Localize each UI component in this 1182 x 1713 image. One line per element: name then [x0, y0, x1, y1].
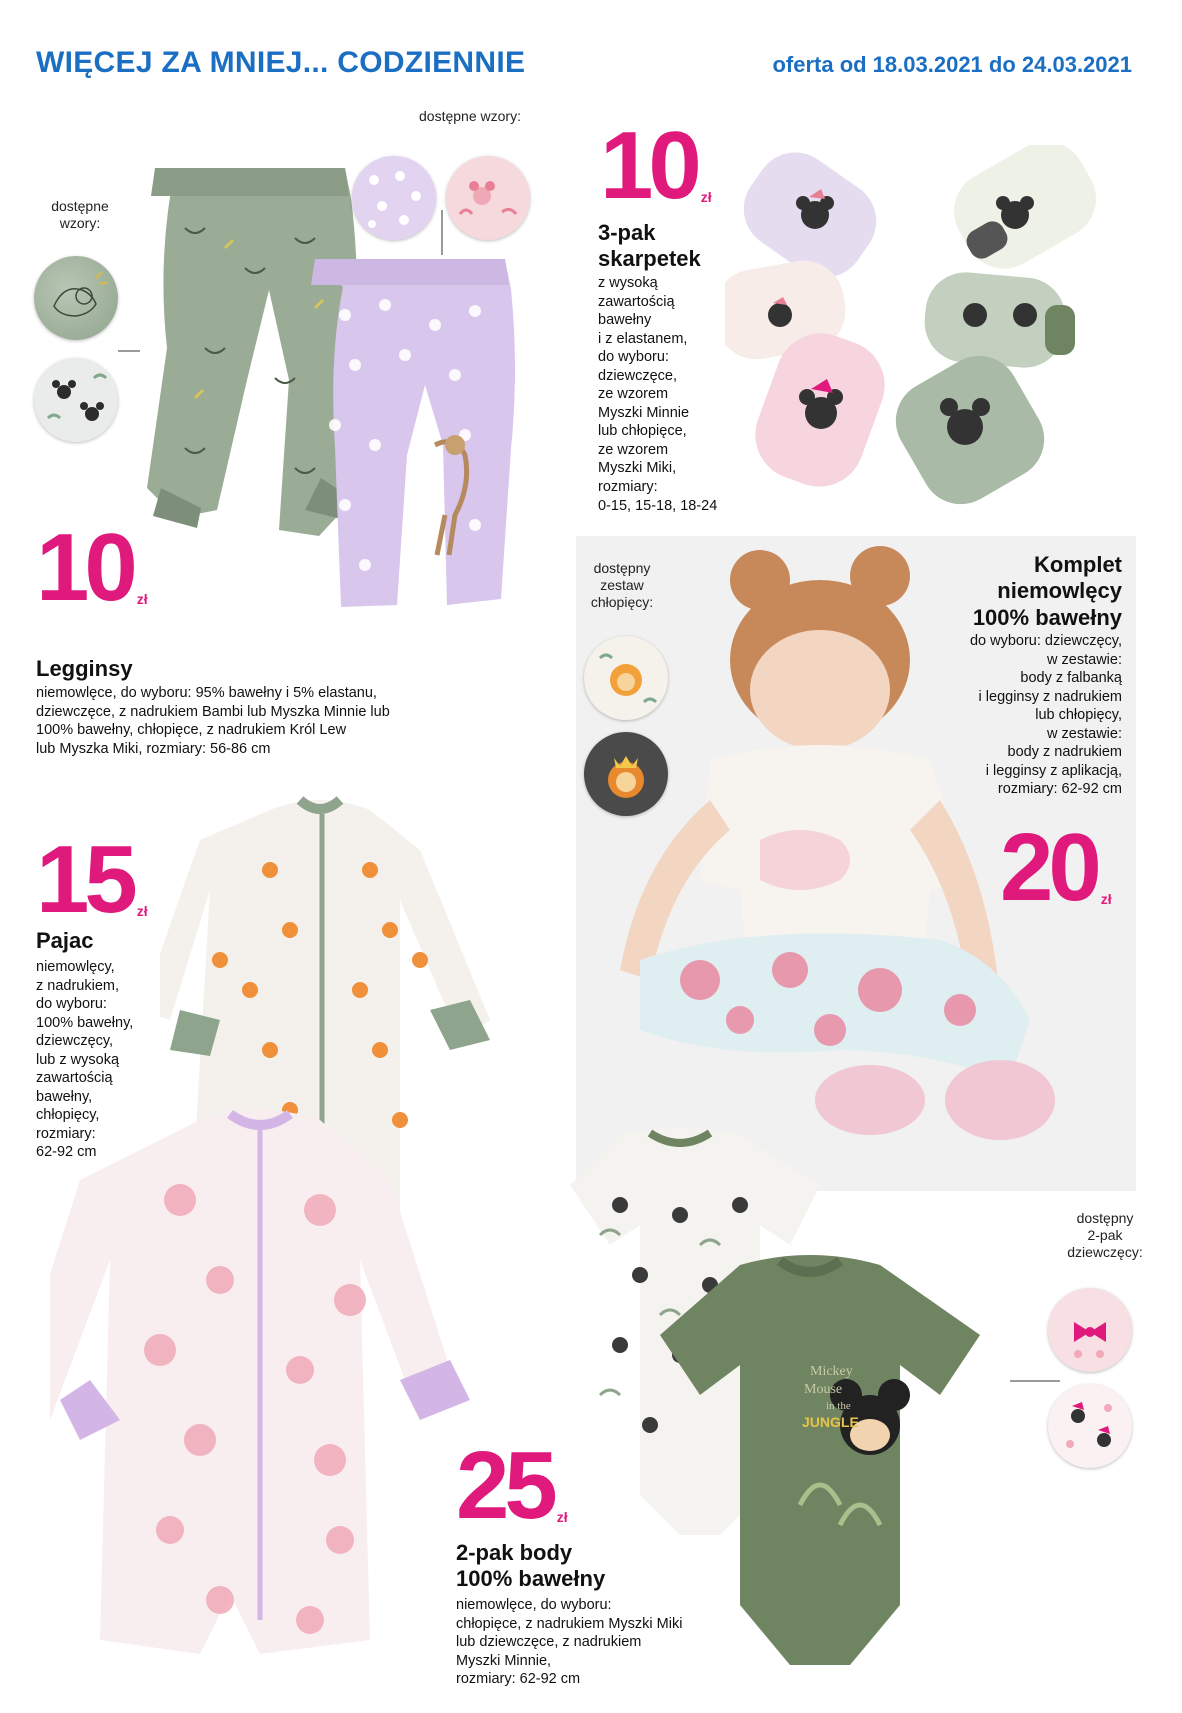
socks-image [725, 145, 1145, 515]
swatch-minnie-body[interactable] [1048, 1288, 1132, 1372]
desc-line: niemowlęce, do wyboru: [456, 1597, 612, 1613]
desc-line: w zestawie: [1047, 651, 1122, 668]
price-value: 10 [36, 514, 133, 621]
desc-line: zawartością [598, 293, 675, 310]
title-line: Komplet [1034, 552, 1122, 577]
price-value: 20 [1000, 814, 1097, 921]
lion-crown-icon [584, 732, 668, 816]
title-line: skarpetek [598, 246, 701, 272]
pajac-title: Pajac [36, 928, 94, 953]
legginsy-available-label: dostępne wzory: [51, 198, 109, 232]
komplet-available-label [572, 560, 672, 611]
body-title [456, 1540, 605, 1593]
socks-price [600, 112, 712, 219]
swatch-minnie-pink[interactable] [446, 156, 530, 240]
currency: zł [136, 903, 148, 919]
flower-dots-icon [352, 156, 436, 240]
desc-line: body z falbanką [1020, 670, 1122, 687]
print-text: in the [826, 1400, 851, 1412]
desc-line: do wyboru: [36, 996, 107, 1013]
body-description [456, 1596, 756, 1689]
mickey-icon [34, 358, 118, 442]
komplet-price [1000, 814, 1112, 921]
desc-line: z nadrukiem, [36, 977, 120, 994]
desc-line: rozmiary: 62-92 cm [997, 781, 1122, 798]
minnie-icon [1048, 1384, 1132, 1468]
lion-icon [34, 256, 118, 340]
desc-line: 100% bawełny, [36, 1014, 134, 1031]
desc-line: lub z wysoką [36, 1051, 120, 1068]
desc-line: do wyboru: dziewczęcy, [969, 633, 1122, 649]
print-text: JUNGLE [802, 1414, 859, 1430]
swatch-mickey-boys[interactable] [34, 358, 118, 442]
swatch-lilac-dots[interactable] [352, 156, 436, 240]
desc-line: ze wzorem [598, 386, 669, 403]
legginsy-title: Legginsy [36, 656, 133, 681]
desc-line: lub chłopięcy, [1035, 707, 1122, 724]
body-price [456, 1432, 568, 1539]
minnie-bow-icon [1048, 1288, 1132, 1372]
label-line: chłopięcy: [590, 594, 654, 611]
print-text: Mouse [804, 1382, 843, 1397]
title-line: niemowlęcy [997, 578, 1122, 604]
desc-line: bawełny [598, 312, 652, 329]
connector-line [441, 210, 443, 255]
komplet-description [882, 632, 1122, 799]
desc-line: rozmiary: 62-92 cm [456, 1671, 581, 1688]
desc-line: body z nadrukiem [1007, 744, 1122, 761]
desc-line: i legginsy z aplikacją, [985, 762, 1122, 779]
legginsy-price [36, 514, 148, 621]
desc-line: niemowlęce, do wyboru: 95% bawełny i 5% elastanu, [36, 685, 377, 701]
currency: zł [556, 1509, 568, 1525]
swatch-lion-set-grey[interactable] [584, 732, 668, 816]
desc-line: z wysoką [598, 275, 658, 291]
desc-line: do wyboru: [598, 349, 669, 366]
legginsy-description [36, 684, 496, 758]
title-line: 100% bawełny [972, 604, 1122, 630]
offer-dates: oferta od 18.03.2021 do 24.03.2021 [772, 52, 1132, 77]
label-line: zestaw [600, 577, 644, 594]
desc-line: lub Myszka Miki, rozmiary: 56-86 cm [36, 740, 271, 757]
currency: zł [1100, 891, 1112, 907]
swatch-lion-set-white[interactable] [584, 636, 668, 720]
desc-line: lub dziewczęce, z nadrukiem [456, 1634, 642, 1651]
label-line: 2-pak [1087, 1227, 1123, 1244]
lion-icon [584, 636, 668, 720]
desc-line: zawartością [36, 1070, 113, 1087]
desc-line: 0-15, 15-18, 18-24 [598, 497, 718, 514]
title-line: 100% bawełny [456, 1566, 606, 1592]
desc-line: chłopięcy, [36, 1107, 100, 1124]
currency: zł [136, 591, 148, 607]
title-line: 2-pak body [456, 1540, 573, 1565]
desc-line: rozmiary: [36, 1125, 96, 1142]
desc-line: i z elastanem, [598, 330, 688, 347]
minnie-icon [446, 156, 530, 240]
label-line: dostępny [1076, 1210, 1134, 1226]
floral-onesie-image [50, 1100, 470, 1700]
swatch-minnie-print[interactable] [1048, 1384, 1132, 1468]
price-value: 25 [456, 1432, 553, 1539]
desc-line: dziewczęce, z nadrukiem Bambi lub Myszka Minnie lub [36, 703, 390, 720]
desc-line: rozmiary: [598, 479, 658, 496]
desc-line: Myszki Minnie, [456, 1652, 552, 1669]
desc-line: Myszki Miki, [598, 460, 677, 477]
desc-line: 100% bawełny, chłopięce, z nadrukiem Król Lew [36, 722, 347, 739]
lilac-leggings-image [295, 245, 525, 625]
desc-line: ze wzorem [598, 441, 669, 458]
title-line: 3-pak [598, 220, 656, 245]
page-title: WIĘCEJ ZA MNIEJ... CODZIENNIE [36, 46, 526, 79]
price-value: 15 [36, 826, 133, 933]
desc-line: niemowlęcy, [36, 959, 115, 975]
swatch-lion-king[interactable] [34, 256, 118, 340]
desc-line: dziewczęcy, [36, 1033, 114, 1050]
body-available-label [1050, 1210, 1160, 1261]
price-value: 10 [600, 112, 697, 219]
desc-line: lub chłopięce, [598, 423, 687, 440]
desc-line: bawełny, [36, 1088, 93, 1105]
desc-line: chłopięce, z nadrukiem Myszki Miki [456, 1615, 683, 1632]
label-line: dostępny [593, 560, 651, 576]
desc-line: Myszki Minnie [598, 404, 690, 421]
desc-line: dziewczęce, [598, 367, 677, 384]
pajac-price [36, 826, 148, 933]
print-text: Mickey [810, 1364, 853, 1379]
desc-line: w zestawie: [1047, 725, 1122, 742]
komplet-title [973, 552, 1122, 631]
desc-line: 62-92 cm [36, 1144, 97, 1161]
currency: zł [700, 189, 712, 205]
legginsy-available-label-top: dostępne wzory: [419, 108, 521, 124]
label-line: dziewczęcy: [1067, 1244, 1143, 1261]
socks-title [598, 220, 701, 273]
desc-line: i legginsy z nadrukiem [978, 688, 1122, 705]
